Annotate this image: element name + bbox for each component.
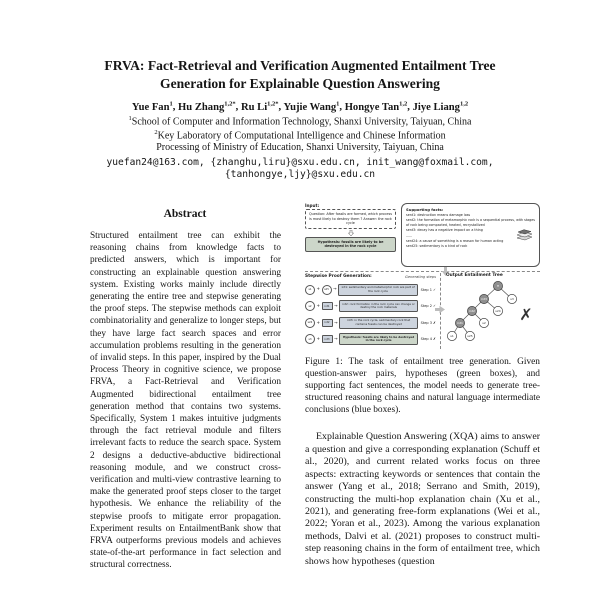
supporting-facts-box	[401, 203, 540, 267]
svg-text:int2: int2	[469, 309, 475, 314]
step-row	[305, 317, 436, 329]
step-result-label: Step 3 ✗	[420, 320, 436, 325]
hypothesis-step-box: Hypothesis: fossils are likely to be destroyed in the rock cycle	[339, 333, 418, 345]
paper-title	[55, 57, 545, 92]
two-column-body	[75, 203, 540, 572]
facts-label: Supporting facts:	[406, 206, 444, 212]
intermediate-step-box: int2: rock formation in the rock cycle can change or destroy the rock materials	[339, 300, 418, 312]
figure-dashed-divider	[305, 271, 540, 272]
step-result-label: Step 2 ✓	[420, 304, 436, 309]
affiliations	[55, 115, 545, 155]
tree-invalid-cross-mark: ✗	[519, 305, 533, 324]
arrow-right-icon: →	[333, 286, 337, 292]
arrow-right-icon: →	[334, 336, 338, 342]
entailment-tree-graphic	[446, 278, 540, 344]
figure-1	[305, 203, 540, 347]
svg-text:s3: s3	[510, 297, 514, 302]
svg-text:s1: s1	[450, 334, 454, 339]
author: Ru $Li^{1,2*}$	[240, 100, 279, 113]
fact-line: sent1: destruction means damage loss	[406, 212, 471, 217]
svg-text:s2: s2	[482, 321, 486, 326]
step-row	[305, 333, 436, 345]
fact-line: sent3: decay has a negative impact on a thing	[406, 228, 483, 233]
svg-text:int3: int3	[481, 297, 487, 302]
plus-sign: +	[316, 319, 321, 325]
fact-node: s3	[305, 334, 315, 344]
arrow-right-icon: →	[334, 303, 338, 309]
svg-text:H: H	[496, 284, 500, 289]
fact-node: s1	[305, 285, 315, 295]
intermediate-node: int3	[322, 335, 333, 343]
step-row	[305, 284, 436, 296]
abstract-text: Structured entailment tree can exhibit the reasoning chains from knowledge facts to predicted answers, which is important for constructing an explainable question answering system. Existing works mainly include directly generating the entire tree and stepwise generating the proof steps. The stepwise methods can exploit combinatoriality and generalize to longer steps, but they have large fact search spaces and error accumulation problems resulting in the generation of invalid steps. In this paper, inspired by the Dual Process Theory in cognitive science, we propose FRVA, a Fact-Retrieval and Verification Augmented bidirectional entailment tree generation method that contains two systems. Specifically, System 1 makes intuitive judgments through the fact retrieval module and filters irrelevant facts to reduce the search space. System 2 designs a deductive-abductive bidirectional reasoning module, and we construct cross-verification and multi-view contrastive learning to make the generated proof steps closer to the target hypothesis. We enhance the reliability of the stepwise proofs to mitigate error propagation. Experiment results on EntailmentBank show that FRVA outperforms previous models and achieves state-of-the-art performance in fact selection and structural correctness.	[90, 231, 281, 571]
plus-sign: +	[316, 303, 321, 309]
paper-header	[55, 57, 545, 182]
title-line-2: Generation for Explainable Question Answering	[160, 75, 440, 91]
svg-text:s24: s24	[495, 309, 501, 314]
down-arrow-icon	[348, 230, 354, 236]
question-box: Question: After fossils are formed, which process is most likely to destroy them ? Answer: the rock cycle	[305, 209, 396, 229]
plus-sign: +	[316, 286, 321, 292]
left-column	[75, 203, 295, 572]
arrow-right-icon: →	[334, 319, 338, 325]
fact-node: s2	[305, 301, 315, 311]
intro-paragraph: Explainable Question Answering (XQA) aims to answer a question and give a corresponding explanation (Schuff et al., 2020), and current related works focus on three aspects: extracting keywords or sentences that contain the answer (Yang et al., 2018; Serrano and Smith, 2019), constructing the multi-hop explanation chain (Xu et al., 2021), and generating free-form explanations (Wei et al., 2022; Yoran et al., 2023). Among the various explanation methods, Dalvi et al. (2021) proposes to construct multi-step reasoning chains in the form of entailment tree, which shows how hypotheses (question	[305, 431, 540, 567]
svg-text:int1: int1	[457, 321, 463, 326]
fact-line: of rock being compacted, heated, recrystallized	[406, 223, 485, 228]
author: Hu Zhang$^{1,2*}$	[178, 100, 236, 113]
author: Jiye Liang$^{1,2}$	[412, 100, 469, 113]
affiliation-line: $^2$Key Laboratory of Computational Intelligence and Chinese Information	[154, 128, 446, 141]
output-tree-panel	[441, 273, 540, 349]
step-row	[305, 300, 436, 312]
figure-input-panel	[305, 203, 396, 267]
email-lines	[55, 157, 545, 182]
books-icon	[514, 228, 534, 242]
author: Yujie Wang$^1$	[283, 100, 340, 113]
right-column	[305, 203, 540, 572]
figure-bottom-row	[305, 273, 540, 349]
hypothesis-box: Hypothesis: fossils are likely to be destroyed in the rock cycle	[305, 237, 396, 252]
plus-sign: +	[316, 336, 321, 342]
fact-node: s24	[305, 318, 315, 328]
figure-top-row	[305, 203, 540, 267]
step-result-label: Step 4 ✗	[420, 337, 436, 342]
fact-node: s25	[322, 285, 332, 295]
fact-line: sent2: the formation of metamorphic rock is a sequential process, with stages	[406, 217, 535, 222]
email-line: {tanhongye,ljy}@sxu.edu.cn	[224, 169, 376, 181]
intermediate-node: int1	[322, 302, 333, 310]
figure-caption: Figure 1: The task of entailment tree generation. Given question-answer pairs, hypotheses (green boxes), and supporting fact sentences, the model needs to generate tree-structured reasoning chains and natural language intermediate conclusions (blue boxes).	[305, 357, 540, 416]
stepwise-label: Stepwise Proof Generation:	[305, 274, 372, 279]
input-label: Input:	[305, 203, 320, 208]
title-line-1: FRVA: Fact-Retrieval and Verification Augmented Entailment Tree	[104, 58, 496, 73]
intermediate-step-box: int1: sedimentary and metamorphic rock are part of the rock cycle	[338, 284, 418, 296]
stepwise-panel	[305, 273, 441, 349]
affiliation-line: $^1$School of Computer and Information Technology, Shanxi University, Taiyuan, China	[128, 114, 472, 128]
stepwise-header	[305, 274, 436, 279]
author-line: Yue Fan$^1$, Hu Zhang$^{1,2*}$, Ru $Li^{1,2*}$, Yujie Wang$^1$, Hongye Tan$^{1,2}$, Jiye Liang$^{1,2}$	[131, 100, 469, 113]
gray-right-arrow-icon	[435, 305, 445, 314]
email-line: yuefan24@163.com, {zhanghu,liru}@sxu.edu.cn, init_wang@foxmail.com,	[106, 156, 494, 168]
generating-steps-label: Generating steps	[405, 275, 436, 279]
author: Hongye Tan$^{1,2}$	[344, 100, 408, 113]
abstract-heading: Abstract	[163, 208, 207, 220]
intermediate-step-box: int3: in the rock cycle, sedimentary rock that contains fossils can be destroyed	[339, 317, 418, 329]
affiliation-line: Processing of Ministry of Education, Shanxi University, Taiyuan, China	[156, 142, 444, 154]
author: Yue Fan$^1$	[131, 100, 173, 113]
fact-line: sent25: sedimentary is a kind of rock	[406, 244, 468, 249]
step-result-label: Step 1 ✓	[420, 287, 436, 292]
step-rows	[305, 284, 436, 346]
fact-line: ......	[406, 233, 413, 238]
output-tree-label: Output Entailment Tree	[446, 273, 503, 278]
intermediate-node: int2	[322, 319, 333, 327]
fact-line: sent24: a cause of something is a reason for human acting	[406, 238, 504, 243]
svg-text:s25: s25	[467, 334, 473, 339]
